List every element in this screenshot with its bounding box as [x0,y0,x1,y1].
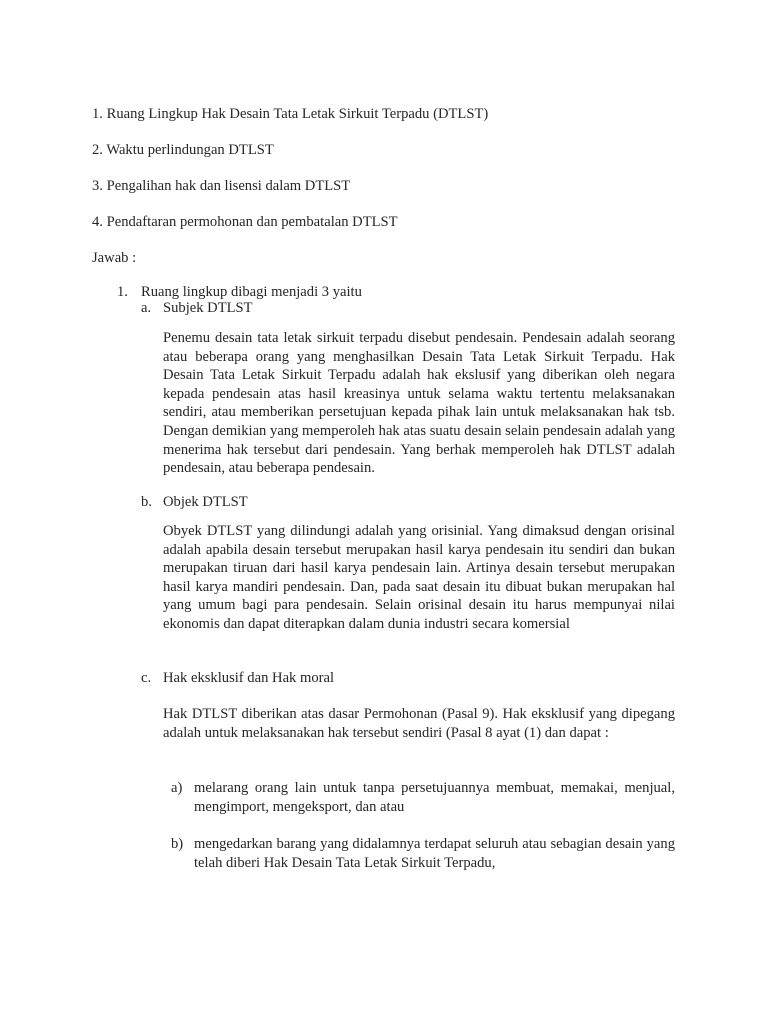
subitem-marker: b) [171,836,184,852]
question-number: 1. [92,106,103,122]
subitem-text: melarang orang lain untuk tanpa persetujuannya membuat, memakai, menjual, mengimport, mengeksport, dan atau [194,780,675,815]
question-text: Pendaftaran permohonan dan pembatalan DTLST [106,214,398,230]
question-number: 4. [92,214,103,230]
section-title: Subjek DTLST [163,300,253,316]
question-number: 2. [92,142,103,158]
question-number: 3. [92,178,103,194]
answer-intro: Ruang lingkup dibagi menjadi 3 yaitu [141,284,362,300]
section-paragraph: Hak DTLST diberikan atas dasar Permohonan (Pasal 9). Hak eksklusif yang dipegang adalah untuk melaksanakan hak tersebut sendiri (Pasal 8 ayat (1) dan dapat : [163,706,675,741]
section-title: Hak eksklusif dan Hak moral [163,670,335,686]
answer-number: 1. [117,284,128,300]
question-4 [92,213,398,231]
section-paragraph: Penemu desain tata letak sirkuit terpadu disebut pendesain. Pendesain adalah seorang atau beberapa orang yang menghasilkan Desain Tata Letak Sirkuit Terpadu. Hak Desain Tata Letak Sirkuit Terpadu adalah hak ekslusif yang diberikan oleh negara kepada pendesain atas hasil kreasinya untuk selama waktu tertentu melaksanakan sendiri, atau memberikan persetujuan kepada pihak lain untuk melaksanakan hak tsb. Dengan demikian yang memperoleh hak atas suatu desain selain pendesain adalah yang menerima hak tersebut dari pendesain. Yang berhak memperoleh hak DTLST adalah pendesain, atau beberapa pendesain. [163,330,675,477]
section-title: Objek DTLST [163,494,248,510]
section-marker: b. [141,494,152,510]
question-text: Waktu perlindungan DTLST [106,142,274,158]
answer-label: Jawab : [92,250,137,266]
question-2 [92,141,274,159]
question-1 [92,105,488,123]
subitem-text: mengedarkan barang yang didalamnya terdapat seluruh atau sebagian desain yang telah diberi Hak Desain Tata Letak Sirkuit Terpadu, [194,836,675,871]
section-marker: c. [141,670,152,686]
section-marker: a. [141,300,152,316]
subitem-marker: a) [171,780,183,796]
section-paragraph: Obyek DTLST yang dilindungi adalah yang orisinial. Yang dimaksud dengan orisinal adalah apabila desain tersebut merupakan hasil karya pendesain itu sendiri dan bukan merupakan tiruan dari hasil karya pendesain lain. Artinya desain tersebut merupakan hasil karya mandiri pendesain. Dan, pada saat desain itu dibuat bukan merupakan hal yang umum bagi para pendesain. Selain orisinal desain itu harus mempunyai nilai ekonomis dan dapat diterapkan dalam dunia industri secara komersial [163,523,675,632]
question-text: Pengalihan hak dan lisensi dalam DTLST [106,178,351,194]
question-text: Ruang Lingkup Hak Desain Tata Letak Sirkuit Terpadu (DTLST) [106,106,489,122]
question-3 [92,177,350,195]
